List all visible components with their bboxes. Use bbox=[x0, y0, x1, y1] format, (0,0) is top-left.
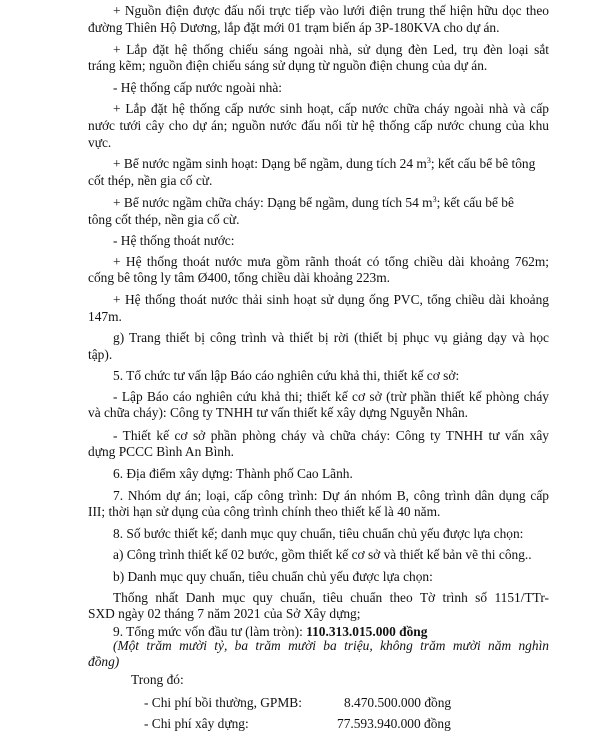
text-line: - Thiết kế cơ sở phần phòng cháy và chữa cháy: Công ty TNHH tư vấn xây bbox=[113, 428, 549, 443]
text-line: SXD ngày 02 tháng 7 năm 2021 của Sở Xây dựng; bbox=[88, 606, 361, 621]
text-line: tông cốt thép, nền gia cố cừ. bbox=[88, 212, 240, 227]
section-heading: 5. Tổ chức tư vấn lập Báo cáo nghiên cứu khả thi, thiết kế cơ sở: bbox=[113, 368, 460, 383]
text-line: tập). bbox=[88, 347, 113, 362]
cost-label: - Chi phí xây dựng: bbox=[144, 716, 249, 731]
text-line: + Nguồn điện được đấu nối trực tiếp vào lưới điện trung thế hiện hữu dọc theo bbox=[113, 3, 549, 18]
text-line: + Lắp đặt hệ thống cấp nước sinh hoạt, cấp nước chữa cháy ngoài nhà và cấp bbox=[113, 101, 549, 116]
amount-in-words: đồng) bbox=[88, 654, 120, 669]
text-line bbox=[113, 156, 535, 172]
text-line: + Hệ thống thoát nước mưa gồm rãnh thoát có tổng chiều dài khoảng 762m; bbox=[113, 254, 549, 269]
cost-amount: 77.593.940.000 đồng bbox=[337, 716, 451, 731]
text-line: cống bê tông ly tâm Ø400, tổng chiều dài khoảng 223m. bbox=[88, 270, 390, 285]
text-span: + Bể nước ngầm chữa cháy: Dạng bể ngầm, dung tích 54 m bbox=[113, 195, 433, 210]
text-line: 7. Nhóm dự án; loại, cấp công trình: Dự án nhóm B, công trình dân dụng cấp bbox=[113, 488, 549, 503]
text-line: đường Thiên Hộ Dương, lắp đặt mới 01 trạm biến áp 3P-180KVA cho dự án. bbox=[88, 20, 500, 35]
text-line: và chữa cháy): Công ty TNHH tư vấn thiết kế xây dựng Nguyễn Nhân. bbox=[88, 405, 469, 420]
text-span: ; kết cấu bể bê tông bbox=[430, 156, 536, 171]
cost-amount: 8.470.500.000 đồng bbox=[344, 695, 452, 710]
text-line: III; thời hạn sử dụng của công trình chính theo thiết kế là 40 năm. bbox=[88, 504, 441, 519]
cost-label: - Chi phí bồi thường, GPMB: bbox=[144, 695, 302, 710]
text-line: Thống nhất Danh mục quy chuẩn, tiêu chuẩn theo Tờ trình số 1151/TTr- bbox=[113, 590, 549, 605]
text-line: + Lắp đặt hệ thống chiếu sáng ngoài nhà, sử dụng đèn Led, trụ đèn loại sắt bbox=[113, 42, 549, 57]
text-line: g) Trang thiết bị công trình và thiết bị rời (thiết bị phục vụ giảng dạy và học bbox=[113, 330, 549, 345]
text-line: a) Công trình thiết kế 02 bước, gồm thiết kế cơ sở và thiết kế bản vẽ thi công.. bbox=[113, 547, 532, 562]
text-line bbox=[113, 195, 514, 211]
total-investment-amount: 110.313.015.000 đồng bbox=[306, 624, 428, 639]
text-line: dựng PCCC Bình An Bình. bbox=[88, 444, 235, 459]
text-line: Trong đó: bbox=[131, 672, 184, 687]
section-heading: - Hệ thống cấp nước ngoài nhà: bbox=[113, 80, 283, 95]
text-line: + Hệ thống thoát nước thải sinh hoạt sử dụng ống PVC, tổng chiều dài khoảng bbox=[113, 292, 549, 307]
section-heading: - Hệ thống thoát nước: bbox=[113, 233, 235, 248]
superscript: 3 bbox=[432, 195, 437, 204]
text-line: - Lập Báo cáo nghiên cứu khả thi; thiết kế cơ sở (trừ phần thiết kế phòng cháy bbox=[113, 389, 549, 404]
text-line: tráng kẽm; nguồn điện chiếu sáng sử dụng từ nguồn điện chung của dự án. bbox=[88, 58, 488, 73]
section-heading: 8. Số bước thiết kế; danh mục quy chuẩn, tiêu chuẩn chủ yếu được lựa chọn: bbox=[113, 526, 524, 541]
text-span: + Bể nước ngầm sinh hoạt: Dạng bể ngầm, dung tích 24 m bbox=[113, 156, 427, 171]
text-line: vực. bbox=[88, 135, 112, 150]
text-line: cốt thép, nền gia cố cừ. bbox=[88, 173, 213, 188]
text-span: ; kết cấu bể bê bbox=[436, 195, 514, 210]
text-span: 9. Tổng mức vốn đầu tư (làm tròn): bbox=[113, 624, 307, 639]
superscript: 3 bbox=[426, 156, 431, 165]
amount-in-words: (Một trăm mười tỷ, ba trăm mười ba triệu, không trăm mười năm nghìn bbox=[113, 638, 549, 653]
text-line: nước tưới cây cho dự án; nguồn nước đấu nối từ hệ thống cấp nước chung của khu bbox=[88, 118, 549, 133]
text-line: 147m. bbox=[88, 309, 122, 324]
text-line: b) Danh mục quy chuẩn, tiêu chuẩn chủ yếu được lựa chọn: bbox=[113, 569, 433, 584]
section-heading: 6. Địa điểm xây dựng: Thành phố Cao Lãnh. bbox=[113, 466, 353, 481]
